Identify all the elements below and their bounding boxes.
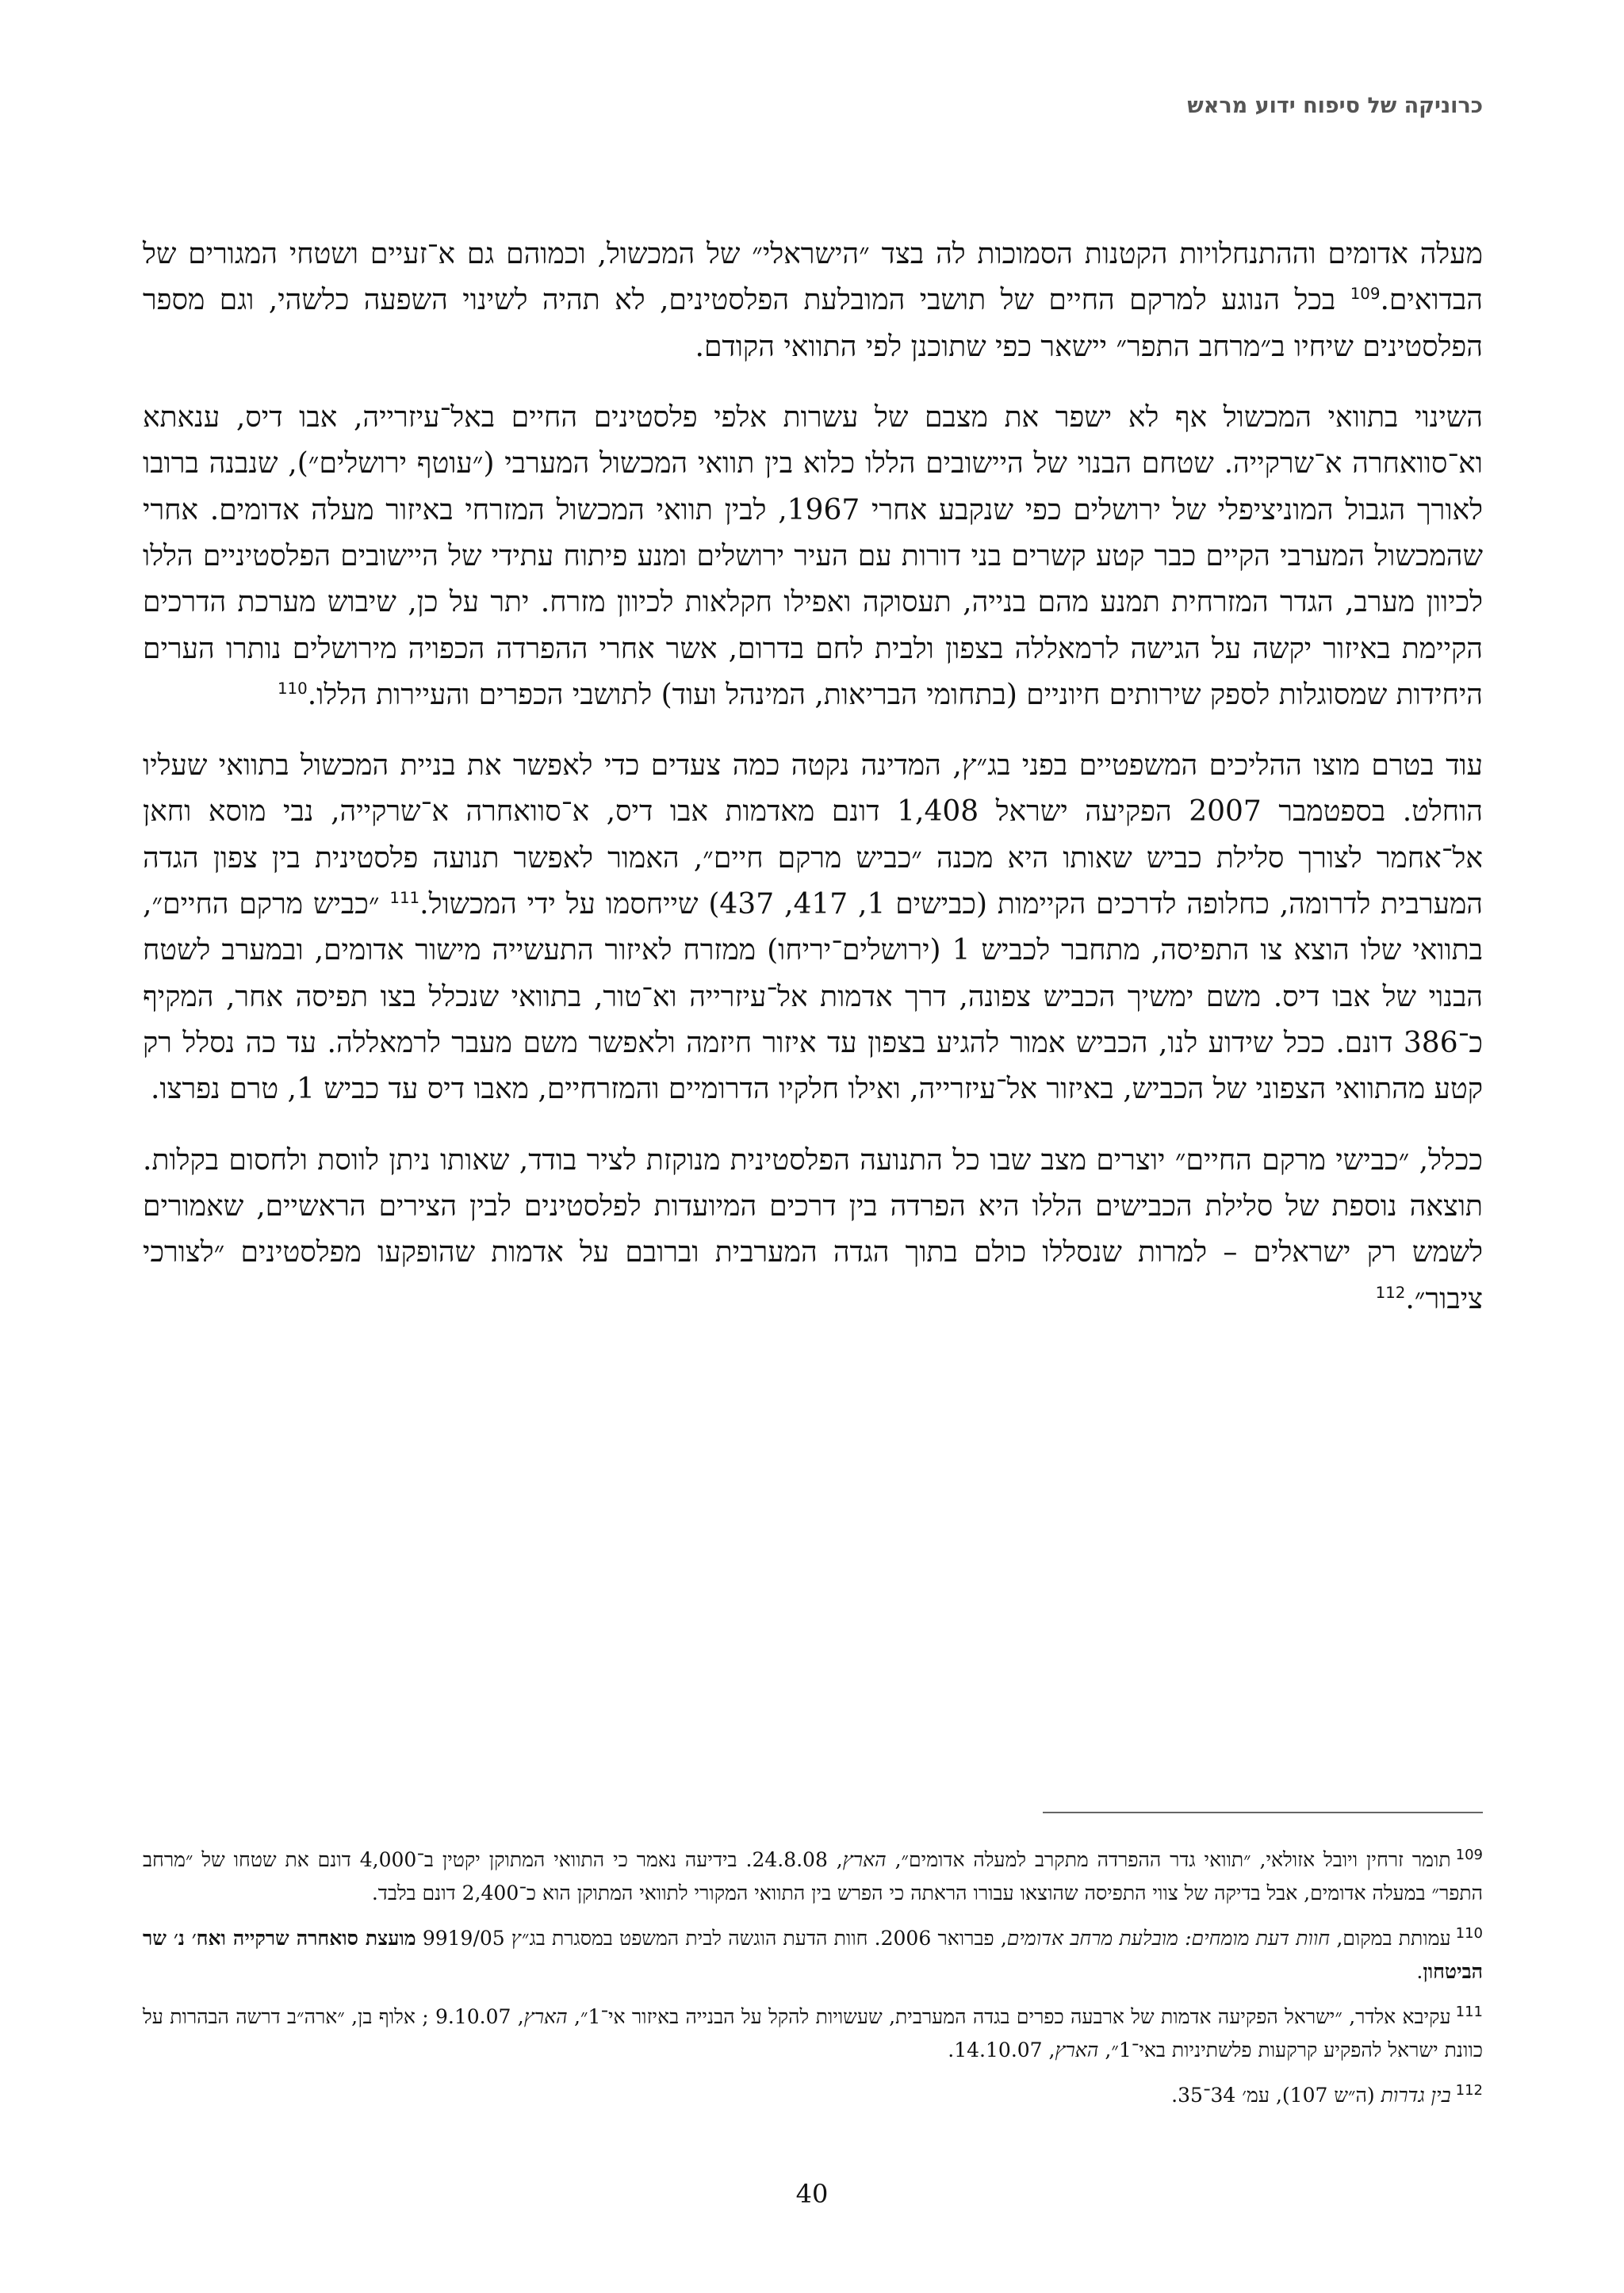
main-text (143, 232, 1483, 1323)
footnote-ref-111[interactable]: 111 (389, 889, 420, 908)
footnote-109: $^{109}$תומר זרחין ויובל אזולאי, ״תוואי גדר ההפרדה מתקרב למעלה אדומים״, הארץ, 24.8.08. בידיעה נאמר כי התוואי המתוקן יקטין ב־4,000 דונם את שטחו של ״מרחב התפר״ במעלה אדומים, אבל בדיקה של צווי התפיסה שהוצאו עבורו הראתה כי הפרש בין התוואי המקורי לתוואי המתוקן הוא כ־2,400 דונם בלבד. (143, 1846, 1483, 1904)
footnotes (143, 1843, 1483, 2125)
footnote-ref-109[interactable]: 109 (1350, 285, 1381, 304)
footnote-112: $^{112}$בין גדרות (ה״ש 107), עמ׳ 34־35. (1171, 2081, 1483, 2107)
paragraph-1: מעלה אדומים וההתנחלויות הקטנות הסמוכות לה בצד ״הישראלי״ של המכשול, וכמוהם גם א־זעיים ושטחי המגורים של הבדואים.$^{109}$ בכל הנוגע למרקם החיים של תושבי המובלעת הפלסטינים, לא תהיה לשינוי השפעה כלשהי, וגם מספר הפלסטינים שיחיו ב״מרחב התפר״ יישאר כפי שתוכנן לפי התוואי הקודם. (143, 238, 1483, 363)
paragraph-2: השינוי בתוואי המכשול אף לא ישפר את מצבם של עשרות אלפי פלסטינים החיים באל־עיזרייה, אבו דיס, ענאתא וא־סוואחרה א־שרקייה. שטחם הבנוי של היישובים הללו כלוא בין תוואי המכשול המערבי (״עוטף ירושלים״), שנבנה ברובו לאורך הגבול המוניציפלי של ירושלים כפי שנקבע אחרי 1967, לבין תוואי המכשול המזרחי באיזור מעלה אדומים. אחרי שהמכשול המערבי הקיים כבר קטע קשרים בני דורות עם העיר ירושלים ומנע פיתוח עתידי של היישובים הפלסטיניים הללו לכיוון מערב, הגדר המזרחית תמנע מהם בנייה, תעסוקה ואפילו חקלאות לכיוון מזרח. יתר על כן, שיבוש מערכת הדרכים הקיימת באיזור יקשה על הגישה לרמאללה בצפון ולבית לחם בדרום, אשר אחרי ההפרדה הכפויה מירושלים נותרו הערים היחידות שמסוגלות לספק שירותים חיוניים (בתחומי הבריאות, המינהל ועוד) לתושבי הכפרים והעיירות הללו.$^{110}$ (143, 400, 1483, 711)
footnote-ref-112[interactable]: 112 (1375, 1283, 1406, 1302)
page-number: 40 (795, 2179, 829, 2209)
footnote-110: $^{110}$עמותת במקום, חוות דעת מומחים: מובלעת מרחב אדומים, פברואר 2006. חוות הדעת הוגשה לבית המשפט במסגרת בג״ץ 9919/05 מועצת סואחרה שרקייה ואח׳ נ׳ שר הביטחון. (143, 1924, 1483, 1983)
running-header: כרוניקה של סיפוח ידוע מראש (1187, 94, 1483, 118)
footnote-ref-110[interactable]: 110 (277, 679, 308, 698)
paragraph-3: עוד בטרם מוצו ההליכים המשפטיים בפני בג״ץ, המדינה נקטה כמה צעדים כדי לאפשר את בניית המכשול בתוואי שעליו הוחלט. בספטמבר 2007 הפקיעה ישראל 1,408 דונם מאדמות אבו דיס, א־סוואחרה א־שרקייה, נבי מוסא וחאן אל־אחמר לצורך סלילת כביש שאותו היא מכנה ״כביש מרקם חיים״, האמור לאפשר תנועה פלסטינית בין צפון הגדה המערבית לדרומה, כחלופה לדרכים הקיימות (כבישים 1, 417, 437) שייחסמו על ידי המכשול.$^{111}$ ״כביש מרקם החיים״, בתוואי שלו הוצא צו התפיסה, מתחבר לכביש 1 (ירושלים־יריחו) ממזרח לאיזור התעשייה מישור אדומים, ובמערב לשטח הבנוי של אבו דיס. משם ימשיך הכביש צפונה, דרך אדמות אל־עיזרייה וא־טור, בתוואי שנכלל בצו תפיסה אחר, המקיף כ־386 דונם. ככל שידוע לנו, הכביש אמור להגיע בצפון עד איזור חיזמה ולאפשר משם מעבר לרמאללה. עד כה נסלל רק קטע מהתוואי הצפוני של הכביש, באיזור אל־עיזרייה, ואילו חלקיו הדרומיים והמזרחיים, מאבו דיס עד כביש 1, טרם נפרצו. (143, 749, 1484, 1106)
footnote-111: $^{111}$עקיבא אלדר, ״ישראל הפקיעה אדמות של ארבעה כפרים בגדה המערבית, שעשויות להקל על הבנייה באיזור אי־1״, הארץ, 9.10.07 ; אלוף בן, ״ארה״ב דרשה הבהרות על כוונת ישראל להפקיע קרקעות פלשתיניות באי־1״, הארץ, 14.10.07. (143, 2003, 1483, 2061)
paragraph-4: ככלל, ״כבישי מרקם החיים״ יוצרים מצב שבו כל התנועה הפלסטינית מנוקזת לציר בודד, שאותו ניתן לווסת ולחסום בקלות. תוצאה נוספת של סלילת הכבישים הללו היא הפרדה בין דרכים המיועדות לפלסטינים לבין הצירים הראשיים, שאמורים לשמש רק ישראלים – למרות שנסללו כולם בתוך הגדה המערבית וברובם על אדמות שהופקעו מפלסטינים ״לצורכי ציבור״.$^{112}$ (143, 1143, 1483, 1315)
footnote-separator (1043, 1812, 1483, 1813)
